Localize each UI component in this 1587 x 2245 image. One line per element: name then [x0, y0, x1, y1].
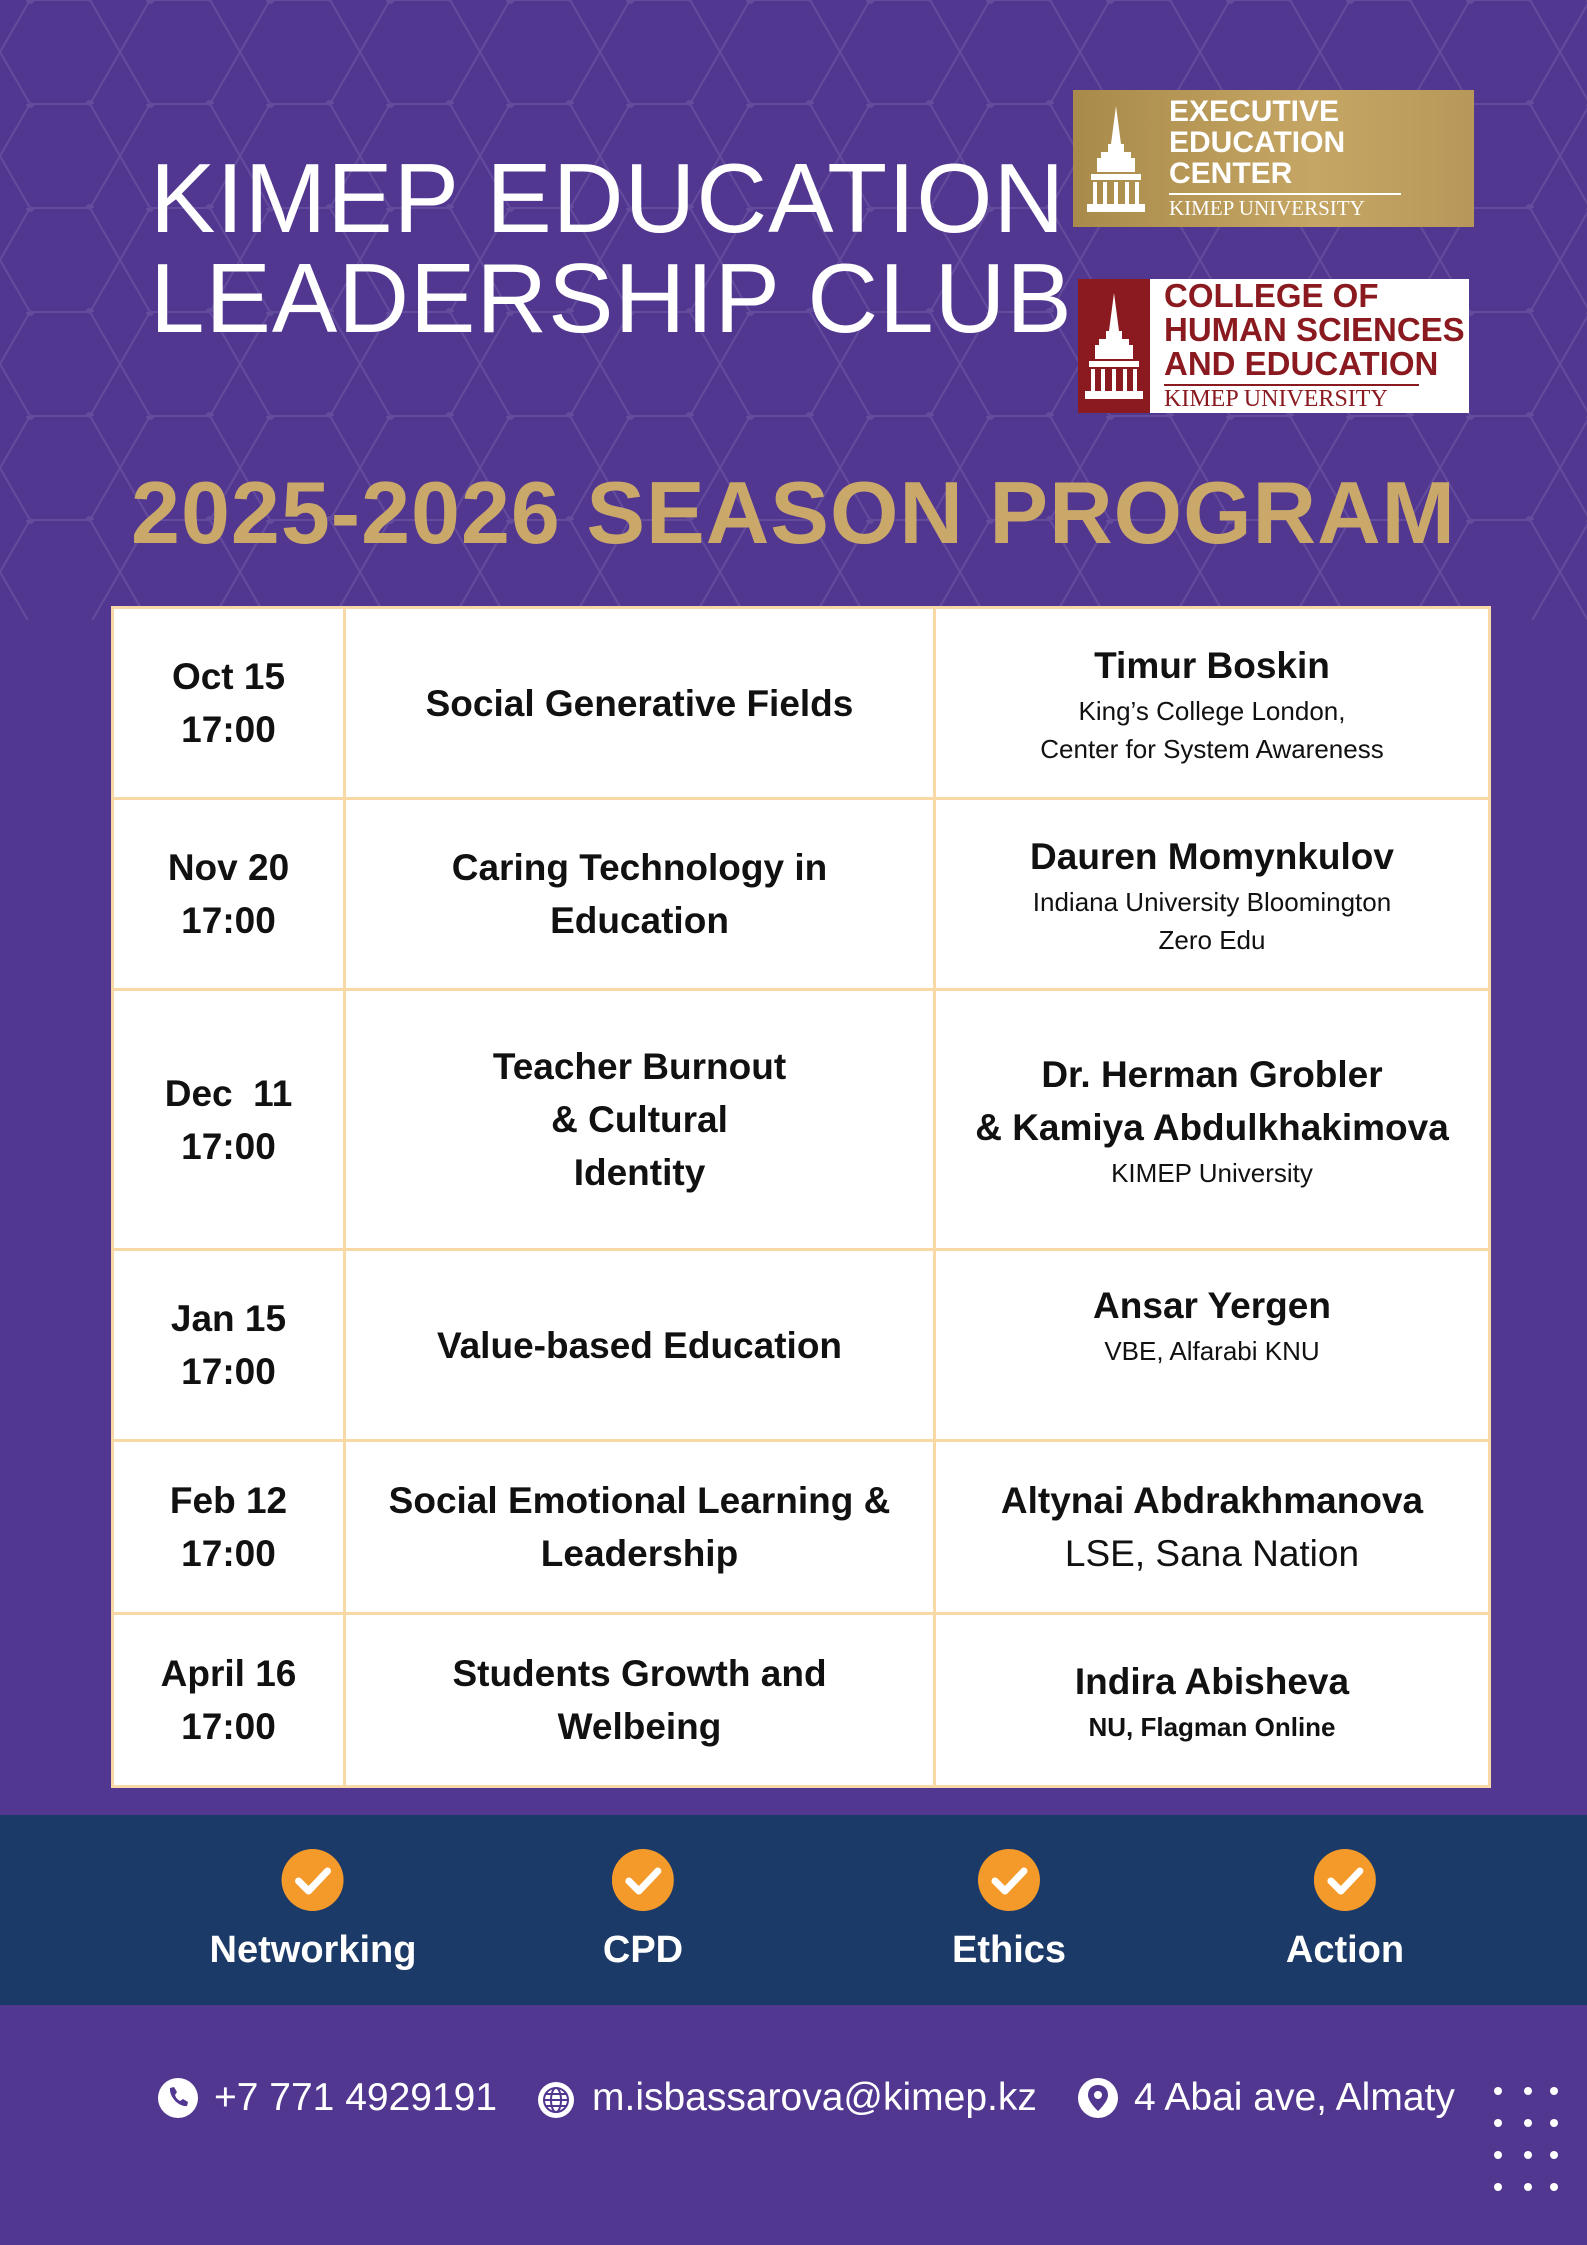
event-topic: Social Emotional Learning & Leadership [388, 1480, 891, 1574]
speaker-affiliation: King’s College London, [1078, 695, 1346, 726]
speaker-affiliation: VBE, Alfarabi KNU [1104, 1336, 1320, 1366]
table-row [114, 1442, 1488, 1612]
phone-icon [156, 2076, 200, 2120]
contact-address[interactable] [1076, 2068, 1455, 2128]
feature-label: Ethics [951, 1929, 1067, 1971]
topic-cell [346, 1615, 933, 1785]
event-topic: Social Generative Fields [425, 682, 854, 724]
speaker-name: Indira Abisheva [1074, 1660, 1350, 1702]
table-row [114, 1615, 1488, 1785]
table-row [114, 991, 1488, 1248]
check-circle-icon [978, 1849, 1040, 1911]
feature-networking [210, 1849, 417, 1972]
features-band [0, 1815, 1587, 2005]
feature-label: Networking [209, 1929, 417, 1971]
cohse-logo-line1: COLLEGE OF [1164, 277, 1379, 314]
check-circle-icon [1314, 1849, 1376, 1911]
speaker-cell [936, 991, 1488, 1248]
event-date: Nov 20 [167, 847, 290, 888]
email-address[interactable]: m.isbassarova@kimep.kz [592, 2076, 1037, 2119]
speaker-affiliation: Center for System Awareness [1040, 733, 1384, 764]
event-time: 17:00 [181, 1706, 276, 1747]
topic-cell [346, 1251, 933, 1439]
date-cell [114, 800, 343, 988]
speaker-name-2: & Kamiya Abdulkhakimova [975, 1106, 1449, 1148]
date-cell [114, 609, 343, 797]
speaker-affiliation: Zero Edu [1158, 924, 1266, 955]
speaker-cell [936, 609, 1488, 797]
date-cell [114, 1615, 343, 1785]
speaker-name: Dauren Momynkulov [1030, 835, 1394, 877]
speaker-name: Timur Boskin [1094, 644, 1330, 686]
topic-cell [346, 609, 933, 797]
college-human-sciences-logo [1078, 279, 1469, 413]
tower-icon [1079, 291, 1149, 401]
location-pin-icon [1076, 2076, 1120, 2120]
table-row [114, 1251, 1488, 1439]
event-topic: Students Growth and Welbeing [452, 1653, 827, 1747]
check-circle-icon [612, 1849, 674, 1911]
topic-cell [346, 1442, 933, 1612]
speaker-cell [936, 1251, 1488, 1439]
feature-action [1286, 1849, 1404, 1972]
tower-icon [1081, 104, 1151, 214]
event-date: Jan 15 [170, 1298, 287, 1339]
event-time: 17:00 [181, 1351, 276, 1392]
exec-logo-line2: EDUCATION [1169, 126, 1346, 159]
check-circle-icon [282, 1849, 344, 1911]
table-row [114, 800, 1488, 988]
exec-logo-university: KIMEP UNIVERSITY [1169, 193, 1401, 221]
speaker-cell [936, 1615, 1488, 1785]
contact-email[interactable] [534, 2068, 1037, 2128]
date-cell [114, 1251, 343, 1439]
event-topic: Value-based Education [436, 1324, 843, 1366]
season-heading: 2025-2026 SEASON PROGRAM [131, 463, 1456, 562]
event-date: Dec 11 [164, 1072, 293, 1114]
event-date: Oct 15 [171, 656, 286, 697]
globe-icon [534, 2076, 578, 2120]
date-cell [114, 991, 343, 1248]
title-line-1: KIMEP EDUCATION [150, 143, 1066, 253]
table-row [114, 609, 1488, 797]
event-date: April 16 [160, 1653, 297, 1694]
event-time: 17:00 [181, 709, 276, 750]
feature-ethics [952, 1849, 1066, 1972]
contact-phone[interactable] [156, 2068, 497, 2128]
schedule-table [111, 606, 1491, 1788]
exec-logo-line1: EXECUTIVE [1169, 95, 1340, 128]
speaker-name: Dr. Herman Grobler [1041, 1053, 1383, 1095]
executive-education-center-logo [1073, 90, 1474, 227]
title-line-2: LEADERSHIP CLUB [150, 243, 1073, 353]
speaker-affiliation: KIMEP University [1111, 1157, 1313, 1188]
phone-number[interactable]: +7 771 4929191 [214, 2076, 498, 2119]
topic-cell [346, 991, 933, 1248]
topic-cell [346, 800, 933, 988]
event-time: 17:00 [181, 1125, 276, 1167]
speaker-name: Altynai Abdrakhmanova [1000, 1480, 1424, 1521]
feature-label: CPD [602, 1929, 684, 1971]
speaker-affiliation: NU, Flagman Online [1088, 1711, 1336, 1742]
event-time: 17:00 [181, 900, 276, 941]
speaker-affiliation: Indiana University Bloomington [1032, 886, 1392, 917]
cohse-logo-line3: AND EDUCATION [1164, 345, 1439, 382]
decorative-dots [1490, 2083, 1560, 2213]
cohse-logo-line2: HUMAN SCIENCES [1164, 311, 1465, 348]
address-text[interactable]: 4 Abai ave, Almaty [1134, 2076, 1455, 2119]
event-time: 17:00 [181, 1533, 276, 1574]
cohse-logo-university: KIMEP UNIVERSITY [1164, 384, 1419, 413]
feature-label: Action [1285, 1929, 1405, 1971]
event-topic: Teacher Burnout & Cultural Identity [492, 1046, 787, 1193]
speaker-affiliation: LSE, Sana Nation [1064, 1533, 1360, 1574]
event-date: Feb 12 [169, 1480, 288, 1521]
speaker-cell [936, 800, 1488, 988]
page-title [150, 143, 1073, 353]
exec-logo-line3: CENTER [1169, 157, 1293, 190]
speaker-cell [936, 1442, 1488, 1612]
feature-cpd [603, 1849, 683, 1972]
speaker-name: Ansar Yergen [1093, 1285, 1331, 1326]
date-cell [114, 1442, 343, 1612]
event-topic: Caring Technology in Education [451, 847, 828, 941]
